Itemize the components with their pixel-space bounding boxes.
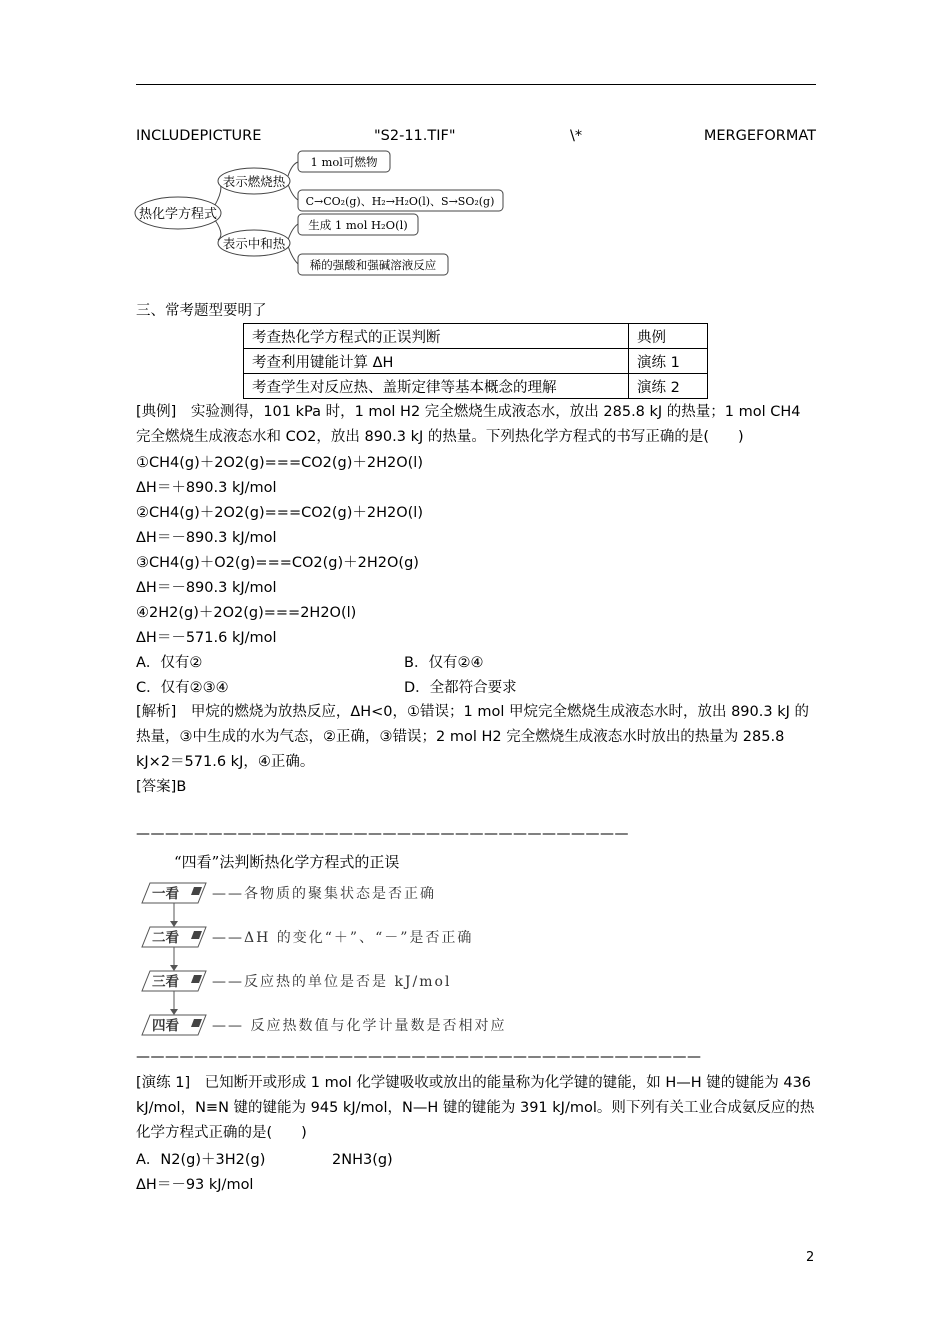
four-looks-title: “四看”法判断热化学方程式的正误 <box>174 853 400 871</box>
table-row <box>244 374 708 399</box>
include-left: INCLUDEPICTURE <box>136 128 262 144</box>
equation-3: ③CH4(g)＋O2(g)===CO2(g)＋2H2O(g) <box>136 555 419 571</box>
include-right: MERGEFORMAT <box>703 128 816 144</box>
mindmap-diagram <box>134 148 514 280</box>
equation-2: ②CH4(g)＋2O2(g)===CO2(g)＋2H2O(l) <box>136 505 423 521</box>
step4-label: 四看 <box>152 1018 179 1034</box>
equation-1: ①CH4(g)＋2O2(g)===CO2(g)＋2H2O(l) <box>136 455 423 471</box>
table-row <box>244 324 708 349</box>
practice1-option-a: A．N2(g)＋3H2(g) <box>136 1152 266 1168</box>
four-looks-diagram <box>136 877 566 1042</box>
table-cell-topic: 考查利用键能计算 ΔH <box>244 349 629 374</box>
option-a: A．仅有② <box>136 655 203 671</box>
mindmap-root-label: 热化学方程式 <box>138 207 218 222</box>
table-cell-topic: 考查热化学方程式的正误判断 <box>244 324 629 349</box>
step2-label: 二看 <box>152 930 179 946</box>
header-rule <box>136 84 816 85</box>
step1-text: ——各物质的聚集状态是否正确 <box>212 886 436 902</box>
dash-separator-bottom: ——————————————————————————————————————— <box>136 1049 702 1065</box>
section-title: 三、常考题型要明了 <box>136 303 267 319</box>
table-cell-type: 演练 2 <box>629 374 708 399</box>
practice1-option-a-delta-h: ΔH＝－93 kJ/mol <box>136 1177 254 1193</box>
mindmap-leaf1-label: 1 mol可燃物 <box>310 155 378 169</box>
delta-h-1: ΔH＝＋890.3 kJ/mol <box>136 480 277 496</box>
step2-text: ——ΔH 的变化“＋”、“－”是否正确 <box>212 930 474 946</box>
step4-text: —— 反应热数值与化学计量数是否相对应 <box>212 1018 507 1034</box>
mindmap-leaf2-label: C→CO₂(g)、H₂→H₂O(l)、S→SO₂(g) <box>305 195 495 208</box>
table-cell-type: 演练 1 <box>629 349 708 374</box>
equation-4: ④2H2(g)＋2O2(g)===2H2O(l) <box>136 605 357 621</box>
example-question: [典例] 实验测得，101 kPa 时，1 mol H2 完全燃烧生成液态水，放出 285.8 kJ 的热量；1 mol CH4 完全燃烧生成液态水和 CO2，放出 890.3 kJ 的热量。下列热化学方程式的书写正确的是( ) <box>136 404 801 445</box>
include-switch: \* <box>570 128 583 144</box>
delta-h-4: ΔH＝－571.6 kJ/mol <box>136 630 277 646</box>
delta-h-3: ΔH＝－890.3 kJ/mol <box>136 580 277 596</box>
include-file: "S2-11.TIF" <box>374 128 456 144</box>
table-cell-topic: 考查学生对反应热、盖斯定律等基本概念的理解 <box>244 374 629 399</box>
option-c: C．仅有②③④ <box>136 680 229 696</box>
question-type-table <box>243 323 708 399</box>
answer-text: [答案]B <box>136 779 187 795</box>
page-number: 2 <box>806 1250 815 1265</box>
step3-text: ——反应热的单位是否是 kJ/mol <box>212 974 452 990</box>
step1-label: 一看 <box>152 886 179 902</box>
mindmap-leaf4-label: 稀的强酸和强碱溶液反应 <box>309 258 437 272</box>
dash-separator-top: —————————————————————————————————— <box>136 826 629 842</box>
mindmap-leaf3-label: 生成 1 mol H₂O(l) <box>308 218 408 232</box>
option-b: B．仅有②④ <box>404 655 484 671</box>
delta-h-2: ΔH＝－890.3 kJ/mol <box>136 530 277 546</box>
step3-label: 三看 <box>152 974 179 990</box>
mindmap-branch2-label: 表示中和热 <box>222 236 286 251</box>
table-cell-type: 典例 <box>629 324 708 349</box>
option-d: D．全都符合要求 <box>404 680 517 696</box>
practice1-question: [演练 1] 已知断开或形成 1 mol 化学键吸收或放出的能量称为化学键的键能，如 H—H 键的键能为 436 kJ/mol，N≡N 键的键能为 945 kJ/mol，N—H 键的键能为 391 kJ/mol。则下列有关工业合成氨反应的热化学方程式正确的是( ) <box>136 1075 815 1141</box>
table-row <box>244 349 708 374</box>
practice1-option-a-product: 2NH3(g) <box>332 1152 393 1168</box>
analysis-text: [解析] 甲烷的燃烧为放热反应，ΔH<0，①错误；1 mol 甲烷完全燃烧生成液态水时，放出 890.3 kJ 的热量，③中生成的水为气态，②正确，③错误；2 mol H2 完全燃烧生成液态水时放出的热量为 285.8 kJ×2＝571.6 kJ，④正确。 <box>136 704 809 770</box>
mindmap-branch1-label: 表示燃烧热 <box>222 174 286 189</box>
